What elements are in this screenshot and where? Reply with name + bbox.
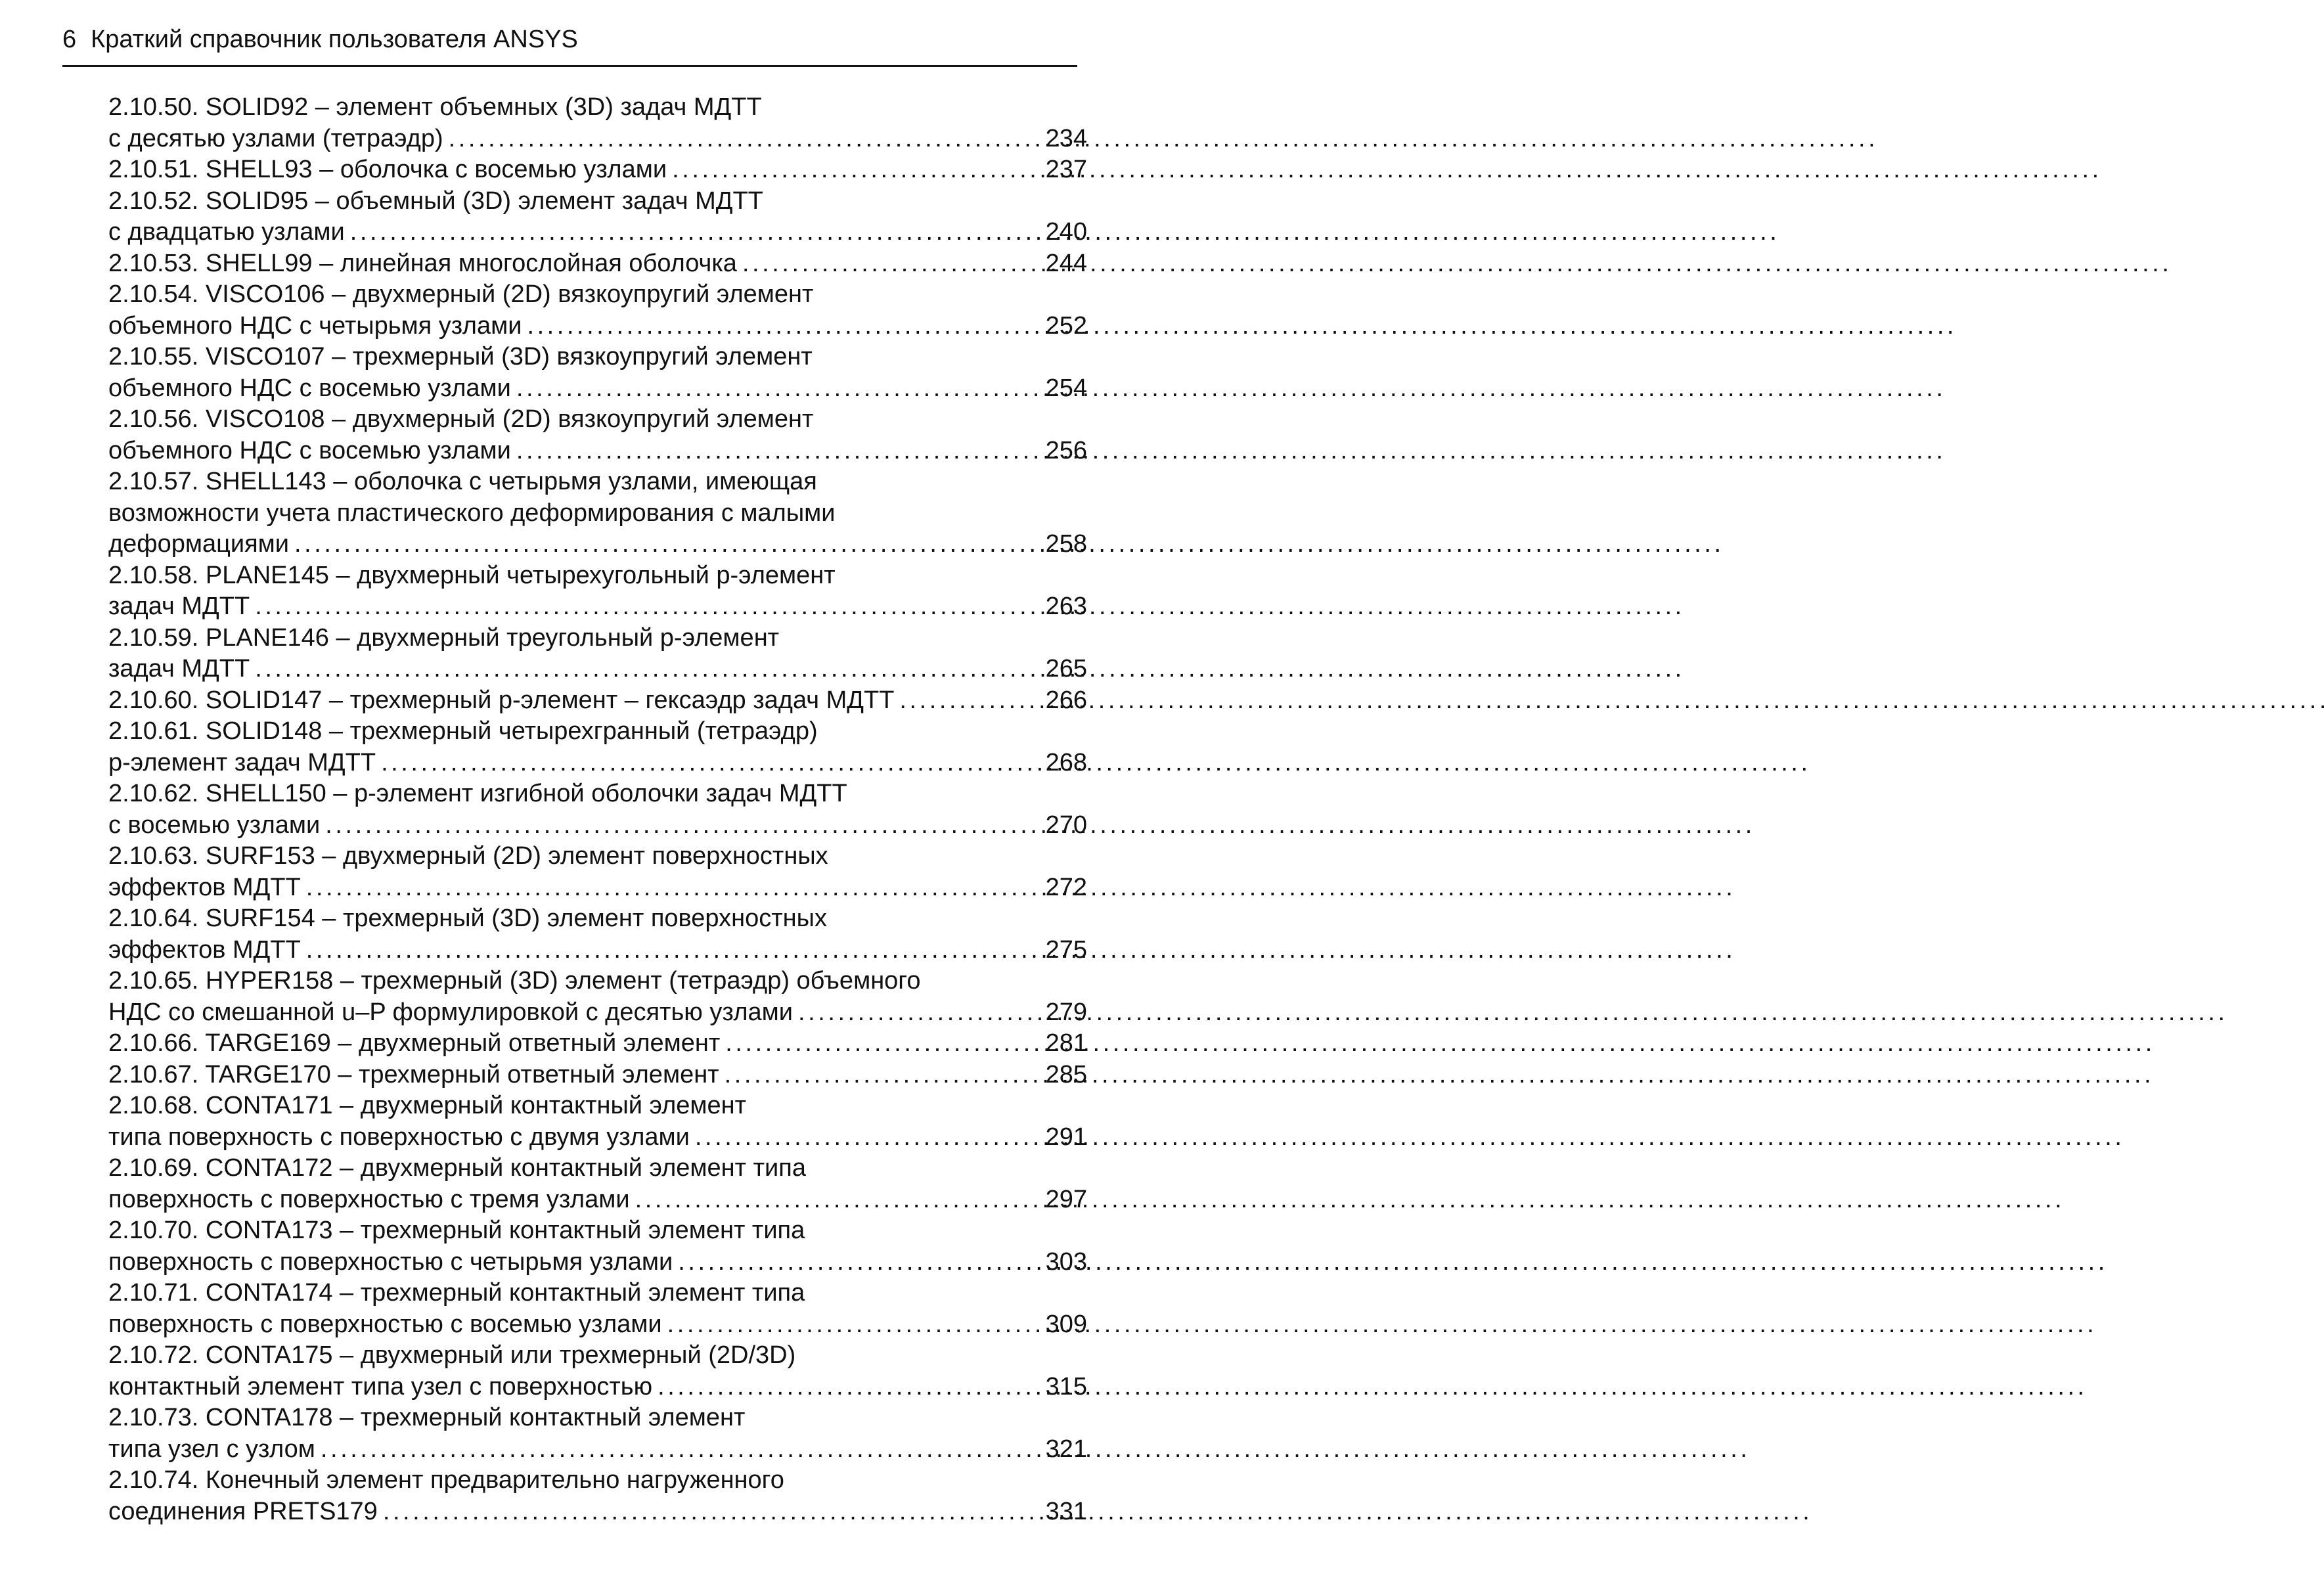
book-page: [0, 0, 1116, 1591]
toc-page-number: 303: [1045, 1247, 1087, 1276]
toc-entry-title-line: контактный элемент типа узел с поверхностью: [108, 1372, 653, 1401]
toc-page-number: 272: [1045, 873, 1087, 901]
dot-leader: [658, 1372, 1036, 1403]
dot-leader: [667, 1309, 1036, 1341]
toc-entry: [108, 903, 1087, 966]
toc-entry-title-line: 2.10.68. CONTA171 – двухмерный контактный элемент: [108, 1092, 747, 1119]
dot-leader: [306, 872, 1036, 904]
toc-entry-title-line: эффектов МДТТ: [108, 935, 301, 964]
toc-entry-title-line: 2.10.50. SOLID92 – элемент объемных (3D) задач МДТТ: [108, 93, 762, 121]
dot-leader: [325, 810, 1036, 841]
toc-entry-title-line: с двадцатью узлами: [108, 218, 345, 246]
toc-entry-title-line: 2.10.61. SOLID148 – трехмерный четырехгранный (тетраэдр): [108, 717, 818, 745]
toc-entry-title-line: 2.10.56. VISCO108 – двухмерный (2D) вязкоупругий элемент: [108, 405, 814, 433]
toc-entry-title-line: 2.10.62. SHELL150 – p-элемент изгибной оболочки задач МДТТ: [108, 780, 847, 807]
book-title: Краткий справочник пользователя ANSYS: [91, 26, 578, 53]
toc-entry-title-line: 2.10.73. CONTA178 – трехмерный контактный элемент: [108, 1404, 746, 1431]
toc-entry-final-line: [108, 373, 1087, 405]
page-number: 6: [62, 26, 77, 53]
toc-entry-title-line: 2.10.58. PLANE145 – двухмерный четырехугольный p-элемент: [108, 561, 836, 589]
dot-leader: [381, 748, 1036, 779]
toc-entry: [108, 1402, 1087, 1465]
dot-leader: [672, 154, 1036, 186]
toc-entry-final-line: [108, 529, 1087, 560]
toc-page-number: 244: [1045, 249, 1087, 277]
dot-leader: [350, 217, 1036, 248]
toc-entry-title-line: НДС со смешанной u–P формулировкой с десятью узлами: [108, 998, 793, 1026]
toc-entry-final-line: [108, 1184, 1087, 1216]
toc-entry-title-line: объемного НДС с четырьмя узлами: [108, 311, 522, 340]
toc-entry-title-line: 2.10.74. Конечный элемент предварительно нагруженного: [108, 1466, 784, 1494]
dot-leader: [516, 436, 1036, 467]
toc-entry-title-line: 2.10.66. TARGE169 – двухмерный ответный элемент: [108, 1029, 721, 1057]
toc-page-number: 331: [1045, 1497, 1087, 1525]
dot-leader: [725, 1060, 1036, 1091]
toc-entry-title-line: 2.10.65. HYPER158 – трехмерный (3D) элемент (тетраэдр) объемного: [108, 967, 921, 995]
toc-page-number: 315: [1045, 1372, 1087, 1401]
toc-entry-title-line: 2.10.70. CONTA173 – трехмерный контактный элемент типа: [108, 1217, 805, 1244]
toc-entry: [108, 560, 1087, 623]
toc-entry-final-line: [108, 1122, 1087, 1154]
toc-entry-final-line: [108, 1247, 1087, 1278]
toc-page-number: 279: [1045, 998, 1087, 1026]
dot-leader: [635, 1184, 1036, 1216]
toc-entry: [108, 404, 1087, 466]
toc-entry: [108, 1090, 1087, 1153]
toc-entry-title-line: 2.10.57. SHELL143 – оболочка с четырьмя узлами, имеющая: [108, 468, 817, 495]
toc-entry-final-line: [108, 1309, 1087, 1341]
toc-entry-final-line: [108, 591, 1087, 623]
toc-entry-title-line: 2.10.63. SURF153 – двухмерный (2D) элемент поверхностных: [108, 842, 828, 870]
toc-entry-title-line: 2.10.53. SHELL99 – линейная многослойная оболочка: [108, 249, 737, 277]
toc-entry: [108, 154, 1087, 186]
dot-leader: [742, 248, 1036, 280]
dot-leader: [798, 997, 1036, 1029]
toc-entry-title-line: 2.10.59. PLANE146 – двухмерный треугольный p-элемент: [108, 623, 780, 652]
toc-entry-title-line: 2.10.60. SOLID147 – трехмерный p-элемент – гексаэдр задач МДТТ: [108, 686, 895, 714]
toc-entry: [108, 1215, 1087, 1278]
toc-entry-title-line: с восемью узлами: [108, 811, 321, 839]
toc-entry-final-line: [108, 1372, 1087, 1403]
toc-entry-title-line: объемного НДС с восемью узлами: [108, 374, 511, 402]
toc-page-number: 240: [1045, 218, 1087, 246]
dot-leader: [321, 1434, 1036, 1466]
toc-entry-title-line: поверхность с поверхностью с четырьмя узлами: [108, 1247, 673, 1276]
toc-page-number: 237: [1045, 156, 1087, 183]
toc-entry: [108, 1340, 1087, 1402]
toc-entry-final-line: [108, 436, 1087, 467]
toc-entry-title-line: задач МДТТ: [108, 655, 250, 683]
toc-entry-final-line: [108, 872, 1087, 904]
toc-entry-final-line: [108, 1496, 1087, 1528]
toc-page-number: 234: [1045, 124, 1087, 152]
toc-entry: [108, 623, 1087, 685]
dot-leader: [725, 1028, 1036, 1060]
toc-entry-title-line: эффектов МДТТ: [108, 873, 301, 901]
toc-entry: [108, 716, 1087, 778]
dot-leader: [294, 529, 1036, 560]
toc-entry-title-line: 2.10.67. TARGE170 – трехмерный ответный элемент: [108, 1060, 719, 1088]
dot-leader: [383, 1496, 1036, 1528]
toc-page-number: 256: [1045, 436, 1087, 464]
toc-page-number: 321: [1045, 1435, 1087, 1463]
toc-entry-title-line: 2.10.71. CONTA174 – трехмерный контактный элемент типа: [108, 1279, 805, 1307]
toc-page-number: 297: [1045, 1185, 1087, 1213]
toc-page-number: 291: [1045, 1123, 1087, 1151]
toc-entry-final-line: [108, 1060, 1087, 1091]
toc-entry-title-line: с десятью узлами (тетраэдр): [108, 124, 443, 152]
toc-entry-title-line: поверхность с поверхностью с тремя узлами: [108, 1185, 630, 1213]
toc-entry-final-line: [108, 935, 1087, 966]
toc-entry: [108, 342, 1087, 404]
toc-entry-final-line: [108, 248, 1087, 280]
toc-page-number: 285: [1045, 1060, 1087, 1088]
toc-entry-final-line: [108, 997, 1087, 1029]
toc-entry-title-line: объемного НДС с восемью узлами: [108, 436, 511, 464]
running-header: [62, 20, 1077, 67]
toc-page-number: 268: [1045, 748, 1087, 776]
dot-leader: [255, 654, 1036, 685]
toc-entry-final-line: [108, 123, 1087, 155]
toc-entry-title-line: поверхность с поверхностью с восемью узлами: [108, 1310, 662, 1338]
toc-entry: [108, 685, 1087, 717]
toc-entry-final-line: [108, 1434, 1087, 1466]
toc-page-number: 266: [1045, 686, 1087, 714]
toc-entry-final-line: [108, 685, 1087, 717]
dot-leader: [678, 1247, 1036, 1278]
dot-leader: [516, 373, 1036, 405]
toc-page-number: 252: [1045, 311, 1087, 340]
toc-entry-title-line: типа узел с узлом: [108, 1435, 315, 1463]
dot-leader: [899, 685, 1036, 717]
dot-leader: [449, 123, 1036, 155]
toc-entry-title-line: деформациями: [108, 530, 290, 558]
toc-page-number: 263: [1045, 593, 1087, 620]
dot-leader: [527, 311, 1036, 342]
toc-entry-title-line: 2.10.72. CONTA175 – двухмерный или трехмерный (2D/3D): [108, 1341, 796, 1369]
toc-entry: [108, 1060, 1087, 1091]
toc-entry: [108, 1278, 1087, 1340]
toc-entry-final-line: [108, 1028, 1087, 1060]
toc-entry-title-line: соединения PRETS179: [108, 1497, 378, 1525]
toc-entry-title-line: возможности учета пластического деформирования с малыми: [108, 499, 836, 527]
toc-entry: [108, 841, 1087, 903]
toc-entry: [108, 92, 1087, 154]
toc-page-number: 281: [1045, 1029, 1087, 1057]
toc-page-number: 270: [1045, 811, 1087, 839]
toc-entry: [108, 279, 1087, 342]
toc-entry-final-line: [108, 810, 1087, 841]
toc-entry-final-line: [108, 217, 1087, 248]
toc-page-number: 254: [1045, 374, 1087, 402]
toc-page-number: 258: [1045, 530, 1087, 558]
toc-entry: [108, 466, 1087, 560]
dot-leader: [695, 1122, 1036, 1154]
toc-entry: [108, 1028, 1087, 1060]
dot-leader: [255, 591, 1036, 623]
table-of-contents: [108, 92, 1087, 1527]
toc-entry: [108, 1153, 1087, 1215]
toc-entry-title-line: 2.10.52. SOLID95 – объемный (3D) элемент задач МДТТ: [108, 187, 763, 215]
toc-entry-final-line: [108, 154, 1087, 186]
toc-page-number: 265: [1045, 655, 1087, 683]
toc-entry-final-line: [108, 654, 1087, 685]
toc-entry-title-line: 2.10.55. VISCO107 – трехмерный (3D) вязкоупругий элемент: [108, 343, 813, 370]
toc-entry: [108, 778, 1087, 841]
dot-leader: [306, 935, 1036, 966]
toc-entry-title-line: p-элемент задач МДТТ: [108, 748, 376, 776]
toc-entry-title-line: 2.10.69. CONTA172 – двухмерный контактный элемент типа: [108, 1154, 806, 1182]
toc-entry-title-line: задач МДТТ: [108, 593, 250, 620]
toc-page-number: 309: [1045, 1310, 1087, 1338]
toc-page-number: 275: [1045, 935, 1087, 964]
toc-entry: [108, 1465, 1087, 1527]
toc-entry-final-line: [108, 311, 1087, 342]
toc-entry-title-line: 2.10.64. SURF154 – трехмерный (3D) элемент поверхностных: [108, 905, 827, 932]
toc-entry: [108, 966, 1087, 1028]
toc-entry-title-line: типа поверхность с поверхностью с двумя узлами: [108, 1123, 690, 1151]
toc-entry-title-line: 2.10.54. VISCO106 – двухмерный (2D) вязкоупругий элемент: [108, 280, 814, 308]
toc-entry-final-line: [108, 748, 1087, 779]
toc-entry-title-line: 2.10.51. SHELL93 – оболочка с восемью узлами: [108, 156, 667, 183]
toc-entry: [108, 248, 1087, 280]
toc-entry: [108, 186, 1087, 248]
